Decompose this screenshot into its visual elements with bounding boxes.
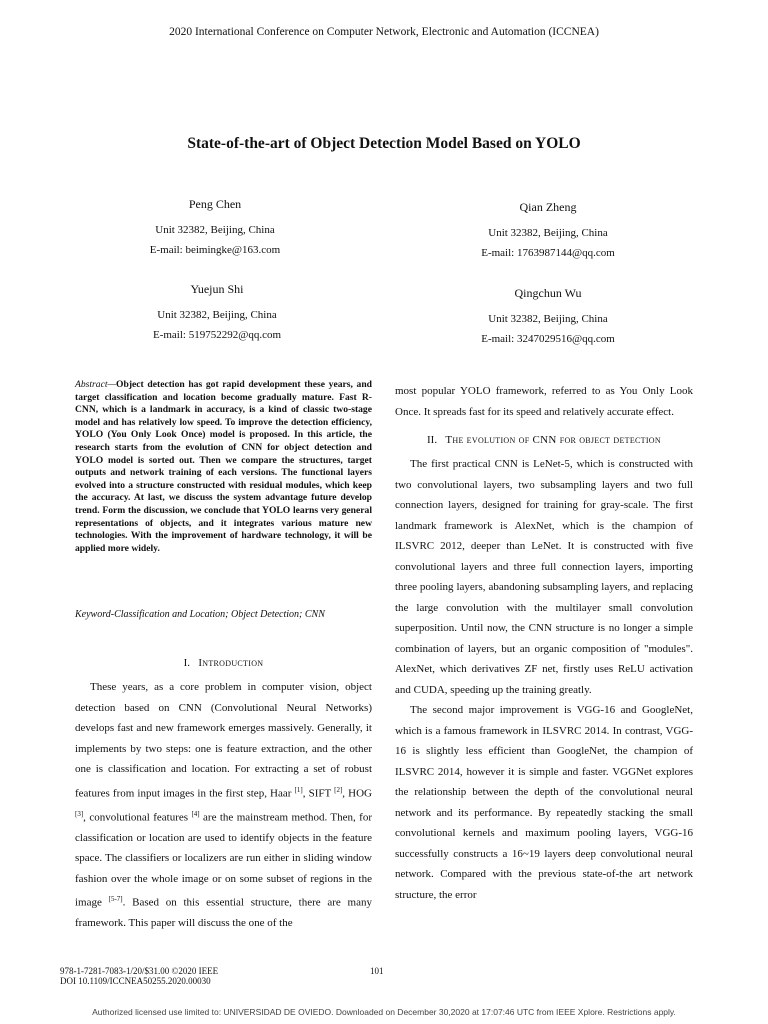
author-name: Qingchun Wu xyxy=(514,286,582,300)
intro-continuation: most popular YOLO framework, referred to as You Only Look Once. It spreads fast for its speed and relatively accurate effect. xyxy=(395,385,693,418)
page-number: 101 xyxy=(370,966,384,976)
author-email: E-mail: 3247029516@qq.com xyxy=(481,333,615,345)
abstract xyxy=(75,379,372,555)
paper-title: State-of-the-art of Object Detection Model Based on YOLO xyxy=(187,135,581,152)
license-notice: Authorized licensed use limited to: UNIVERSIDAD DE OVIEDO. Downloaded on December 30,2020 at 17:07:46 UTC from IEEE Xplore. Restrictions apply. xyxy=(92,1007,676,1017)
section-heading-introduction xyxy=(75,653,372,673)
section-heading-evolution xyxy=(395,430,693,450)
body-paragraph: The first practical CNN is LeNet-5, which is constructed with two convolutional layers, two subsampling layers and two full connection layers, designed for training for gray-scale. The first landmark framework is AlexNet, which is the champion of ILSVRC 2012, deeper than LeNet. It is constructed with five convolutional layers and three full connection layers, importing three pooling layers, abandoning subsampling layers, and replacing the large convolution with the multilayer small convolution superposition. Until now, the CNN structure is no longer a simple combination of layers, but an organic composition of "modules". AlexNet, which derivatives ZF net, firstly uses ReLU activation and CUDA, speeding up the training greatly. xyxy=(395,458,693,696)
section-number: I. xyxy=(183,657,191,669)
author-affiliation: Unit 32382, Beijing, China xyxy=(155,224,275,236)
author-block-1 xyxy=(100,194,330,260)
citation: [4] xyxy=(191,809,200,818)
author-name: Yuejun Shi xyxy=(190,282,244,296)
author-block-2 xyxy=(433,197,663,263)
section-number: II. xyxy=(427,434,438,446)
intro-paragraph: These years, as a core problem in computer vision, object detection based on CNN (Convolutional Neural Networks) develops fast and new framework emerges massively. Generally, it implements by two steps: one is feature extraction, and the other one is classification and location. For extracting a set of robust features from input images in the first step, Haar [1], SIFT [2], HOG [3], convolutional features [4] are the mainstream method. Then, for classification or location are used to identify objects in the feature space. The classifiers or localizers are run either in sliding window fashion over the whole image or on some subset of regions in the image [5-7]. Based on this essential structure, there are many framework. This paper will discuss the one of the xyxy=(75,681,372,930)
author-affiliation: Unit 32382, Beijing, China xyxy=(488,227,608,239)
body-paragraph: The second major improvement is VGG-16 and GoogleNet, which is a famous framework in ILSVRC 2014. In contrast, VGG-16 is slightly less efficient than GoogleNet, the champion of ILSVRC 2014, however it is simple and faster. VGGNet explores the relationship between the depth of the convolutional neural network and its performance. By repeatedly stacking the small convolutional kernels and maximum pooling layers, VGG-16 successfully constructs a 16~19 layers deep convolutional neural network. Compared with the previous state-of-the art network structure, the error xyxy=(395,704,693,901)
author-affiliation: Unit 32382, Beijing, China xyxy=(157,309,277,321)
author-name: Peng Chen xyxy=(188,197,242,211)
author-block-3 xyxy=(102,279,332,345)
author-email: E-mail: 519752292@qq.com xyxy=(152,329,282,341)
right-column xyxy=(395,381,693,905)
conference-header: 2020 International Conference on Computer Network, Electronic and Automation (ICCNEA) xyxy=(169,26,599,38)
author-affiliation: Unit 32382, Beijing, China xyxy=(488,313,608,325)
section-title: Introduction xyxy=(198,657,264,669)
abstract-label: Abstract— xyxy=(75,379,117,390)
citation: [5-7] xyxy=(108,895,123,904)
left-column xyxy=(75,653,372,934)
isbn-line: 978-1-7281-7083-1/20/$31.00 ©2020 IEEE xyxy=(60,966,219,976)
author-name: Qian Zheng xyxy=(519,200,577,214)
doi-line: DOI 10.1109/ICCNEA50255.2020.00030 xyxy=(60,976,211,986)
author-block-4 xyxy=(433,283,663,349)
footer-publication-info xyxy=(60,966,218,986)
citation: [1] xyxy=(294,785,303,794)
author-email: E-mail: 1763987144@qq.com xyxy=(481,247,615,259)
citation: [2] xyxy=(334,785,343,794)
citation: [3] xyxy=(75,809,84,818)
section-title: The evolution of CNN for object detection xyxy=(445,434,661,446)
abstract-text: Object detection has got rapid development these years, and target classification and location become gradually mature. Fast R-CNN, which is a landmark in accuracy, is a kind of classic two-stage model and has relatively low speed. To improve the detection efficiency, YOLO (You Only Look Once) model is proposed. In this article, the research starts from the evolution of CNN for object detection and YOLO model is sorted out. Then we compare the structures, target outputs and network training of each versions. The functional layers evolved into a structure constructed with residual modules, which keep the accuracy. At last, we discuss the system advantage future develop trend. Form the discussion, we conclude that YOLO learns very general representations of objects, and it integrates various mature new technologies. With the improvement of hardware technology, it will be applied more widely. xyxy=(75,379,372,554)
keywords: Keyword-Classification and Location; Object Detection; CNN xyxy=(75,609,325,620)
author-email: E-mail: beimingke@163.com xyxy=(149,244,281,256)
